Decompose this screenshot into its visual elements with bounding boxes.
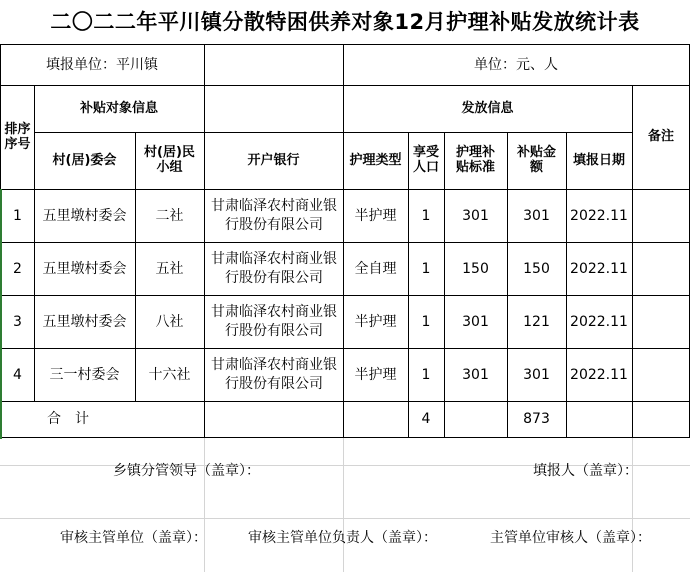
row-group: 二社 xyxy=(155,207,184,224)
row-village: 五里墩村委会 xyxy=(42,207,127,224)
row-amount: 150 xyxy=(523,260,550,277)
row-bank: 甘肃临泽农村商业银行股份有限公司 xyxy=(211,198,337,233)
seq-header: 排序序号 xyxy=(4,121,31,152)
row-amount: 301 xyxy=(523,207,550,224)
group-header: 村(居)民小组 xyxy=(144,145,195,175)
total-label: 合 计 xyxy=(47,411,89,428)
leader-signature: 乡镇分管领导（盖章）： xyxy=(113,463,260,479)
row-village: 三一村委会 xyxy=(49,366,120,383)
row-care-type: 全自理 xyxy=(354,260,397,277)
row-persons: 1 xyxy=(421,207,431,224)
fill-unit: 填报单位：平川镇 xyxy=(46,56,158,73)
standard-header: 护理补贴标准 xyxy=(455,145,495,175)
row-care-type: 半护理 xyxy=(354,313,397,330)
row-seq: 4 xyxy=(13,366,22,383)
amount-header: 补贴金额 xyxy=(516,145,556,175)
date-header: 填报日期 xyxy=(572,152,625,168)
row-amount: 121 xyxy=(523,313,550,330)
village-header: 村(居)委会 xyxy=(52,152,117,168)
row-persons: 1 xyxy=(421,313,431,330)
row-standard: 301 xyxy=(462,366,489,383)
remark-header: 备注 xyxy=(647,129,674,145)
filler-signature: 填报人（盖章）： xyxy=(533,463,638,479)
review-unit-signature: 审核主管单位（盖章）： xyxy=(60,530,207,546)
row-bank: 甘肃临泽农村商业银行股份有限公司 xyxy=(211,251,337,286)
row-date: 2022.11 xyxy=(570,313,628,330)
row-standard: 301 xyxy=(462,313,489,330)
row-care-type: 半护理 xyxy=(354,366,397,383)
row-village: 五里墩村委会 xyxy=(42,313,127,330)
unit-label: 单位：元、人 xyxy=(474,56,558,73)
row-persons: 1 xyxy=(421,260,431,277)
row-seq: 1 xyxy=(13,207,22,224)
row-standard: 301 xyxy=(462,207,489,224)
row-remark xyxy=(633,243,689,295)
row-group: 五社 xyxy=(155,260,184,277)
row-standard: 150 xyxy=(462,260,489,277)
subsidy-info-header: 补贴对象信息 xyxy=(79,100,158,116)
reviewer-signature: 主管单位审核人（盖章）： xyxy=(490,530,651,546)
total-amount: 873 xyxy=(523,411,550,428)
row-amount: 301 xyxy=(523,366,550,383)
row-remark xyxy=(633,296,689,348)
row-date: 2022.11 xyxy=(570,207,628,224)
row-group: 十六社 xyxy=(148,366,191,383)
row-remark xyxy=(633,190,689,242)
row-bank: 甘肃临泽农村商业银行股份有限公司 xyxy=(211,357,337,392)
persons-header: 享受人口 xyxy=(412,145,439,175)
page-title: 二〇二二年平川镇分散特困供养对象12月护理补贴发放统计表 xyxy=(50,9,640,34)
row-remark xyxy=(633,349,689,401)
row-bank: 甘肃临泽农村商业银行股份有限公司 xyxy=(211,304,337,339)
row-village: 五里墩村委会 xyxy=(42,260,127,277)
row-date: 2022.11 xyxy=(570,260,628,277)
total-persons: 4 xyxy=(421,411,431,428)
distribution-info-header: 发放信息 xyxy=(461,100,514,116)
row-persons: 1 xyxy=(421,366,431,383)
row-date: 2022.11 xyxy=(570,366,628,383)
bank-header: 开户银行 xyxy=(247,152,300,168)
row-group: 八社 xyxy=(155,313,184,330)
review-person-signature: 审核主管单位负责人（盖章）： xyxy=(248,530,437,546)
row-seq: 2 xyxy=(13,260,22,277)
row-seq: 3 xyxy=(13,313,22,330)
care-type-header: 护理类型 xyxy=(349,152,402,168)
row-care-type: 半护理 xyxy=(354,207,397,224)
